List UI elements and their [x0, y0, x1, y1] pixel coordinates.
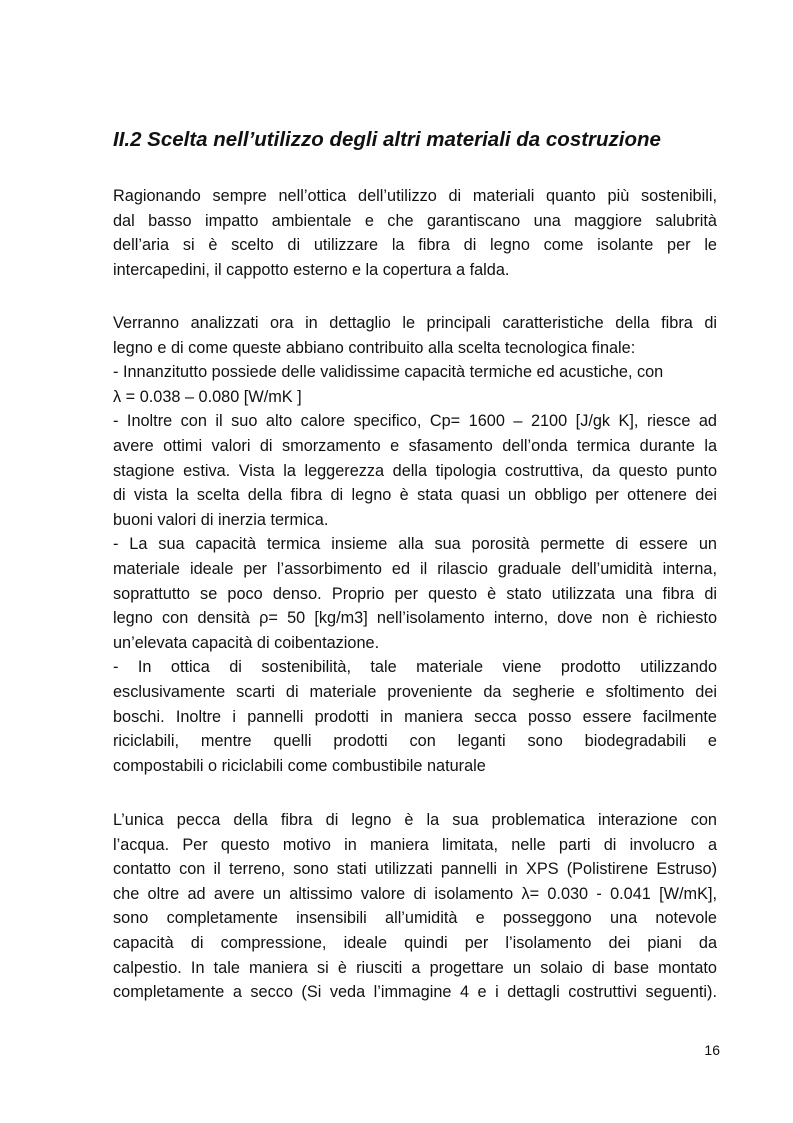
paragraph-2 [113, 311, 717, 778]
text-line: legno con densità ρ= 50 [kg/m3] nell’isolamento interno, dove non è richiesto [113, 609, 717, 628]
text-line: buoni valori di inerzia termica. [113, 510, 329, 529]
text-line: legno e di come queste abbiano contribuito alla scelta tecnologica finale: [113, 338, 636, 357]
text-line: - Innanzitutto possiede delle validissime capacità termiche ed acustiche, con [113, 363, 664, 382]
text-line: - Inoltre con il suo alto calore specifico, Cp= 1600 – 2100 [J/gk K], riesce ad [113, 412, 717, 431]
paragraph-3 [113, 808, 717, 1005]
text-line: dell’aria si è scelto di utilizzare la fibra di legno come isolante per le [113, 236, 717, 255]
text-line: sono completamente insensibili all’umidità e posseggono una notevole [113, 909, 717, 928]
text-line: capacità di compressione, ideale quindi per l’isolamento dei piani da [113, 933, 717, 952]
text-line: riciclabili, mentre quelli prodotti con leganti sono biodegradabili e [113, 732, 717, 751]
text-line: compostabili o riciclabili come combustibile naturale [113, 756, 486, 775]
text-line: contatto con il terreno, sono stati utilizzati pannelli in XPS (Polistirene Estruso) [113, 860, 717, 879]
paragraph-1 [113, 184, 717, 282]
page-number: 16 [704, 1042, 720, 1058]
text-line: che oltre ad avere un altissimo valore di isolamento λ= 0.030 - 0.041 [W/mK], [113, 884, 717, 903]
text-line: intercapedini, il cappotto esterno e la copertura a falda. [113, 260, 510, 279]
text-line: soprattutto se poco denso. Proprio per questo è stato utilizzata una fibra di [113, 584, 717, 603]
text-line: stagione estiva. Vista la leggerezza della tipologia costruttiva, da questo punto [113, 461, 717, 480]
text-line: l’acqua. Per questo motivo in maniera limitata, nelle parti di involucro a [113, 835, 717, 854]
text-line: dal basso impatto ambientale e che garantiscano una maggiore salubrità [113, 211, 717, 230]
text-line: di vista la scelta della fibra di legno è stata quasi un obbligo per ottenere dei [113, 486, 717, 505]
text-line: - La sua capacità termica insieme alla sua porosità permette di essere un [113, 535, 717, 554]
text-line: calpestio. In tale maniera si è riusciti a progettare un solaio di base montato [113, 958, 717, 977]
text-line: Verranno analizzati ora in dettaglio le principali caratteristiche della fibra di [113, 314, 717, 332]
text-line: λ = 0.038 – 0.080 [W/mK ] [113, 387, 302, 406]
text-line: esclusivamente scarti di materiale proveniente da segherie e sfoltimento dei [113, 682, 717, 701]
text-line: materiale ideale per l’assorbimento ed il rilascio graduale dell’umidità interna, [113, 559, 717, 578]
text-line: un’elevata capacità di coibentazione. [113, 633, 380, 652]
text-line: L’unica pecca della fibra di legno è la sua problematica interazione con [113, 811, 717, 829]
section-title: II.2 Scelta nell’utilizzo degli altri materiali da costruzione [113, 128, 661, 151]
text-line: Ragionando sempre nell’ottica dell’utilizzo di materiali quanto più sostenibili, [113, 187, 717, 205]
text-line: avere ottimi valori di smorzamento e sfasamento dell’onda termica durante la [113, 436, 717, 455]
text-line: - In ottica di sostenibilità, tale materiale viene prodotto utilizzando [113, 658, 717, 677]
text-line: boschi. Inoltre i pannelli prodotti in maniera secca posso essere facilmente [113, 707, 717, 726]
text-line: completamente a secco (Si veda l’immagine 4 e i dettagli costruttivi seguenti). [113, 983, 717, 1002]
